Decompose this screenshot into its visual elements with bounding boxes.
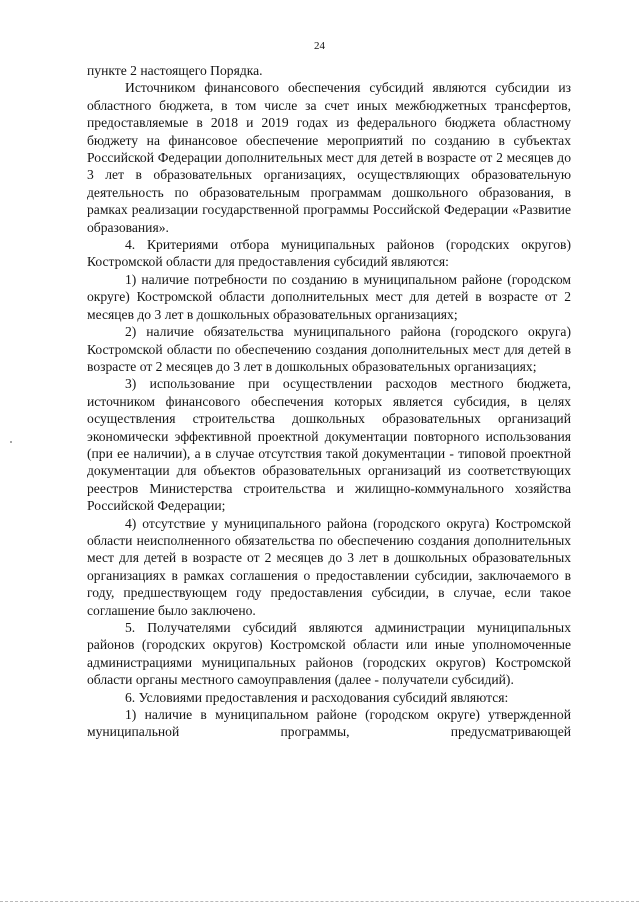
criterion-3: 3) использование при осуществлении расходов местного бюджета, источником финансового обеспечения которых является субсидия, в целях осуществления строительства дошкольных образовательных организаций экономически эффективной проектной документации повторного использования (при ее наличии), а в случае отсутствия такой документации - типовой проектной документации для объектов образовательных организаций из соответствующих реестров Министерства строительства и жилищно-коммунального хозяйства Российской Федерации;: [87, 376, 571, 514]
scan-bottom-edge: [0, 901, 639, 902]
criterion-4: 4) отсутствие у муниципального района (городского округа) Костромской области неисполненного обязательства по обеспечению создания дополнительных мест для детей в возрасте от 2 месяцев до 3 лет в дошкольных образовательных организациях в рамках соглашения о предоставлении субсидии, заключаемого в году, предшествующем году предоставления субсидии, в случае, если такое соглашение было заключено.: [87, 515, 571, 618]
scan-dot-mark: [10, 441, 12, 443]
paragraph-selection-criteria: 4. Критериями отбора муниципальных районов (городских округов) Костромской области для предоставления субсидий являются:: [87, 237, 571, 270]
document-body: [87, 62, 571, 741]
criterion-1: 1) наличие потребности по созданию в муниципальном районе (городском округе) Костромской области дополнительных мест для детей в возрасте от 2 месяцев до 3 лет в дошкольных образовательных организациях;: [87, 271, 571, 322]
paragraph-funding-source: Источником финансового обеспечения субсидий являются субсидии из областного бюджета, в том числе за счет иных межбюджетных трансфертов, предоставляемые в 2018 и 2019 годах из федерального бюджета областному бюджету на финансовое обеспечение мероприятий по созданию в субъектах Российской Федерации дополнительных мест для детей в возрасте от 2 месяцев до 3 лет в образовательных организациях, осуществляющих образовательную деятельность по образовательным программам дошкольного образования, в рамках реализации государственной программы Российской Федерации «Развитие образования».: [87, 80, 571, 235]
page-number: 24: [314, 40, 325, 52]
paragraph-recipients: 5. Получателями субсидий являются администрации муниципальных районов (городских округов) Костромской области или иные уполномоченные администрациями муниципальных районов (городских округов) Костромской области органы местного самоуправления (далее - получатели субсидий).: [87, 620, 571, 688]
paragraph-continuation: пункте 2 настоящего Порядка.: [87, 63, 263, 78]
criterion-2: 2) наличие обязательства муниципального района (городского округа) Костромской области по обеспечению создания дополнительных мест для детей в возрасте от 2 месяцев до 3 лет в дошкольных образовательных организациях;: [87, 324, 571, 374]
condition-1: 1) наличие в муниципальном районе (городском округе) утвержденной муниципальной программы, предусматривающей: [87, 707, 571, 740]
paragraph-conditions: 6. Условиями предоставления и расходования субсидий являются:: [125, 689, 509, 705]
